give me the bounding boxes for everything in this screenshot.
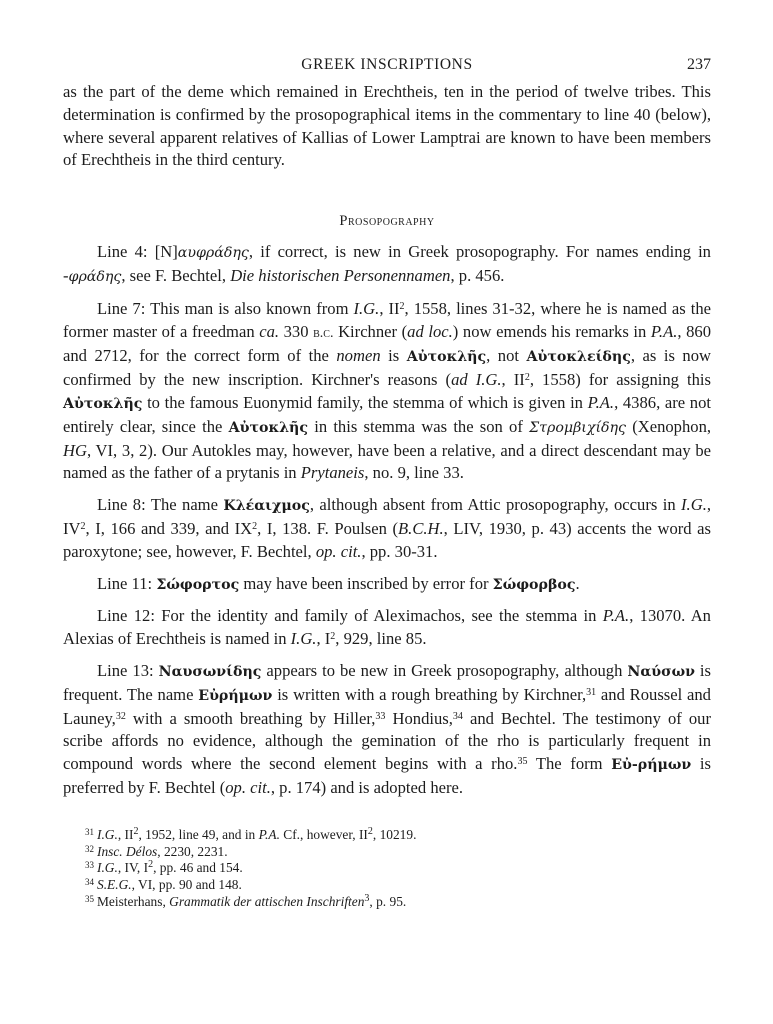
- footnote-ref[interactable]: 34: [452, 710, 463, 722]
- footnote-31: $^{31}$ I.G., $II^2$, 1952, line 49, and in P.A. Cf., however, $II^2$, 10219.: [85, 825, 417, 842]
- page-number: 237: [687, 56, 711, 73]
- greek-name: αυφράδης: [177, 245, 249, 262]
- greek-name: Εὐρήμων: [198, 687, 273, 704]
- footnote-number: 34: [85, 877, 94, 888]
- running-header: [63, 52, 711, 78]
- entry-label: Line 11:: [97, 573, 153, 593]
- footnote-ref[interactable]: 31: [586, 686, 597, 698]
- greek-name: Ναύσων: [627, 663, 695, 680]
- entry-label: Line 4:: [97, 242, 148, 262]
- footnotes: [63, 827, 711, 911]
- entry-label: Line 13:: [97, 660, 154, 680]
- footnote-number: 32: [85, 843, 94, 854]
- footnote-34: $^{34}$ S.E.G., VI, pp. 90 and 148.: [85, 877, 242, 893]
- footnote-35: $^{35}$ Meisterhans, Grammatik der attischen Inschriften$^3$, p. 95.: [85, 892, 407, 909]
- entry-label: Line 7:: [97, 298, 146, 318]
- footnote-ref[interactable]: 32: [115, 710, 126, 722]
- footnote-number: 31: [85, 826, 94, 837]
- greek-name: Στρομβιχίδης: [529, 419, 626, 436]
- entry-line-7: Line 7: This man is also known from I.G., $II^2$, 1558, lines 31-32, where he is named as the former master of a freedman ca. 330 b.c. Kirchner (ad loc.) now emends his remarks in P.A., 860 and 2712, for the correct form of the nomen is Αὐτοκλῆς, not Αὐτοκλείδης, as is now confirmed by the new inscription. Kirchner's reasons (ad I.G., $II^2$, 1558) for assigning this Αὐτοκλῆς to the famous Euonymid family, the stemma of which is given in P.A., 4386, are not entirely clear, since the Αὐτοκλῆς in this stemma was the son of Στρομβιχίδης (Xenophon, HG, VI, 3, 2). Our Autokles may, however, have been a relative, and a direct descendant may be named as the father of a prytanis in Prytaneis, no. 9, line 33.: [63, 298, 712, 483]
- greek-name: Σώφορτος: [156, 576, 240, 593]
- greek-name: Κλέαιχμος: [223, 498, 310, 515]
- greek-name: Εὐ-ρήμων: [611, 757, 692, 774]
- greek-name: Αὐτοκλῆς: [228, 419, 308, 436]
- greek-suffix: φράδης: [68, 268, 122, 285]
- greek-name: Αὐτοκλῆς: [63, 395, 143, 412]
- entry-line-11: Line 11: Σώφορτος may have been inscribed by error for Σώφορβος.: [97, 573, 580, 593]
- greek-name: Σώφορβος: [492, 576, 576, 593]
- entry-label: Line 8:: [97, 495, 146, 515]
- greek-name: Αὐτοκλείδης: [526, 349, 631, 366]
- footnote-number: 35: [85, 893, 94, 904]
- entry-line-12: Line 12: For the identity and family of Aleximachos, see the stemma in P.A., 13070. An Alexias of Erechtheis is named in I.G., $I^2$, 929, line 85.: [63, 606, 711, 649]
- page: [63, 52, 711, 911]
- entry-label: Line 12:: [97, 606, 155, 626]
- lead-paragraph: as the part of the deme which remained in Erechtheis, ten in the period of twelve tribes. This determination is confirmed by the prosopographical items in the commentary to line 40 (below), where several apparent relatives of Kallias of Lower Lamptrai are known to have been members of Erechtheis in the third century.: [63, 82, 711, 170]
- section-heading: Prosopography: [339, 213, 435, 230]
- entry-line-4: Line 4: [N]αυφράδης, if correct, is new in Greek prosopography. For names ending in -φράδης, see F. Bechtel, Die historischen Personennamen, p. 456.: [63, 242, 711, 285]
- footnote-33: $^{33}$ I.G., IV, $I^2$, pp. 46 and 154.: [85, 859, 243, 876]
- book-title: Die historischen Personennamen: [230, 265, 451, 285]
- greek-name: Αὐτοκλῆς: [406, 349, 487, 366]
- footnote-number: 33: [85, 860, 94, 871]
- footnote-ref[interactable]: 35: [517, 756, 528, 768]
- entry-line-8: Line 8: The name Κλέαιχμος, although absent from Attic prosopography, occurs in I.G., $IV^2$, I, 166 and 339, and $IX^2$, I, 138. F. Poulsen (B.C.H., LIV, 1930, p. 43) accents the word as paroxytone; see, however, F. Bechtel, op. cit., pp. 30-31.: [63, 495, 712, 561]
- running-title: GREEK INSCRIPTIONS: [301, 56, 473, 73]
- footnote-ref[interactable]: 33: [375, 710, 386, 722]
- greek-name: Ναυσωνίδης: [158, 663, 262, 680]
- footnote-32: $^{32}$ Insc. Délos, 2230, 2231.: [85, 843, 228, 859]
- entry-line-13: Line 13: Ναυσωνίδης appears to be new in Greek prosopography, although Ναύσων is frequent. The name Εὐρήμων is written with a rough breathing by Kirchner,$^{31}$ and Roussel and Launey,$^{32}$ with a smooth breathing by Hiller,$^{33}$ Hondius,$^{34}$ and Bechtel. The testimony of our scribe affords no evidence, although the gemination of the rho is particularly frequent in compound words where the second element begins with a rho.$^{35}$ The form Εὐ-ρήμων is preferred by F. Bechtel (op. cit., p. 174) and is adopted here.: [63, 660, 711, 797]
